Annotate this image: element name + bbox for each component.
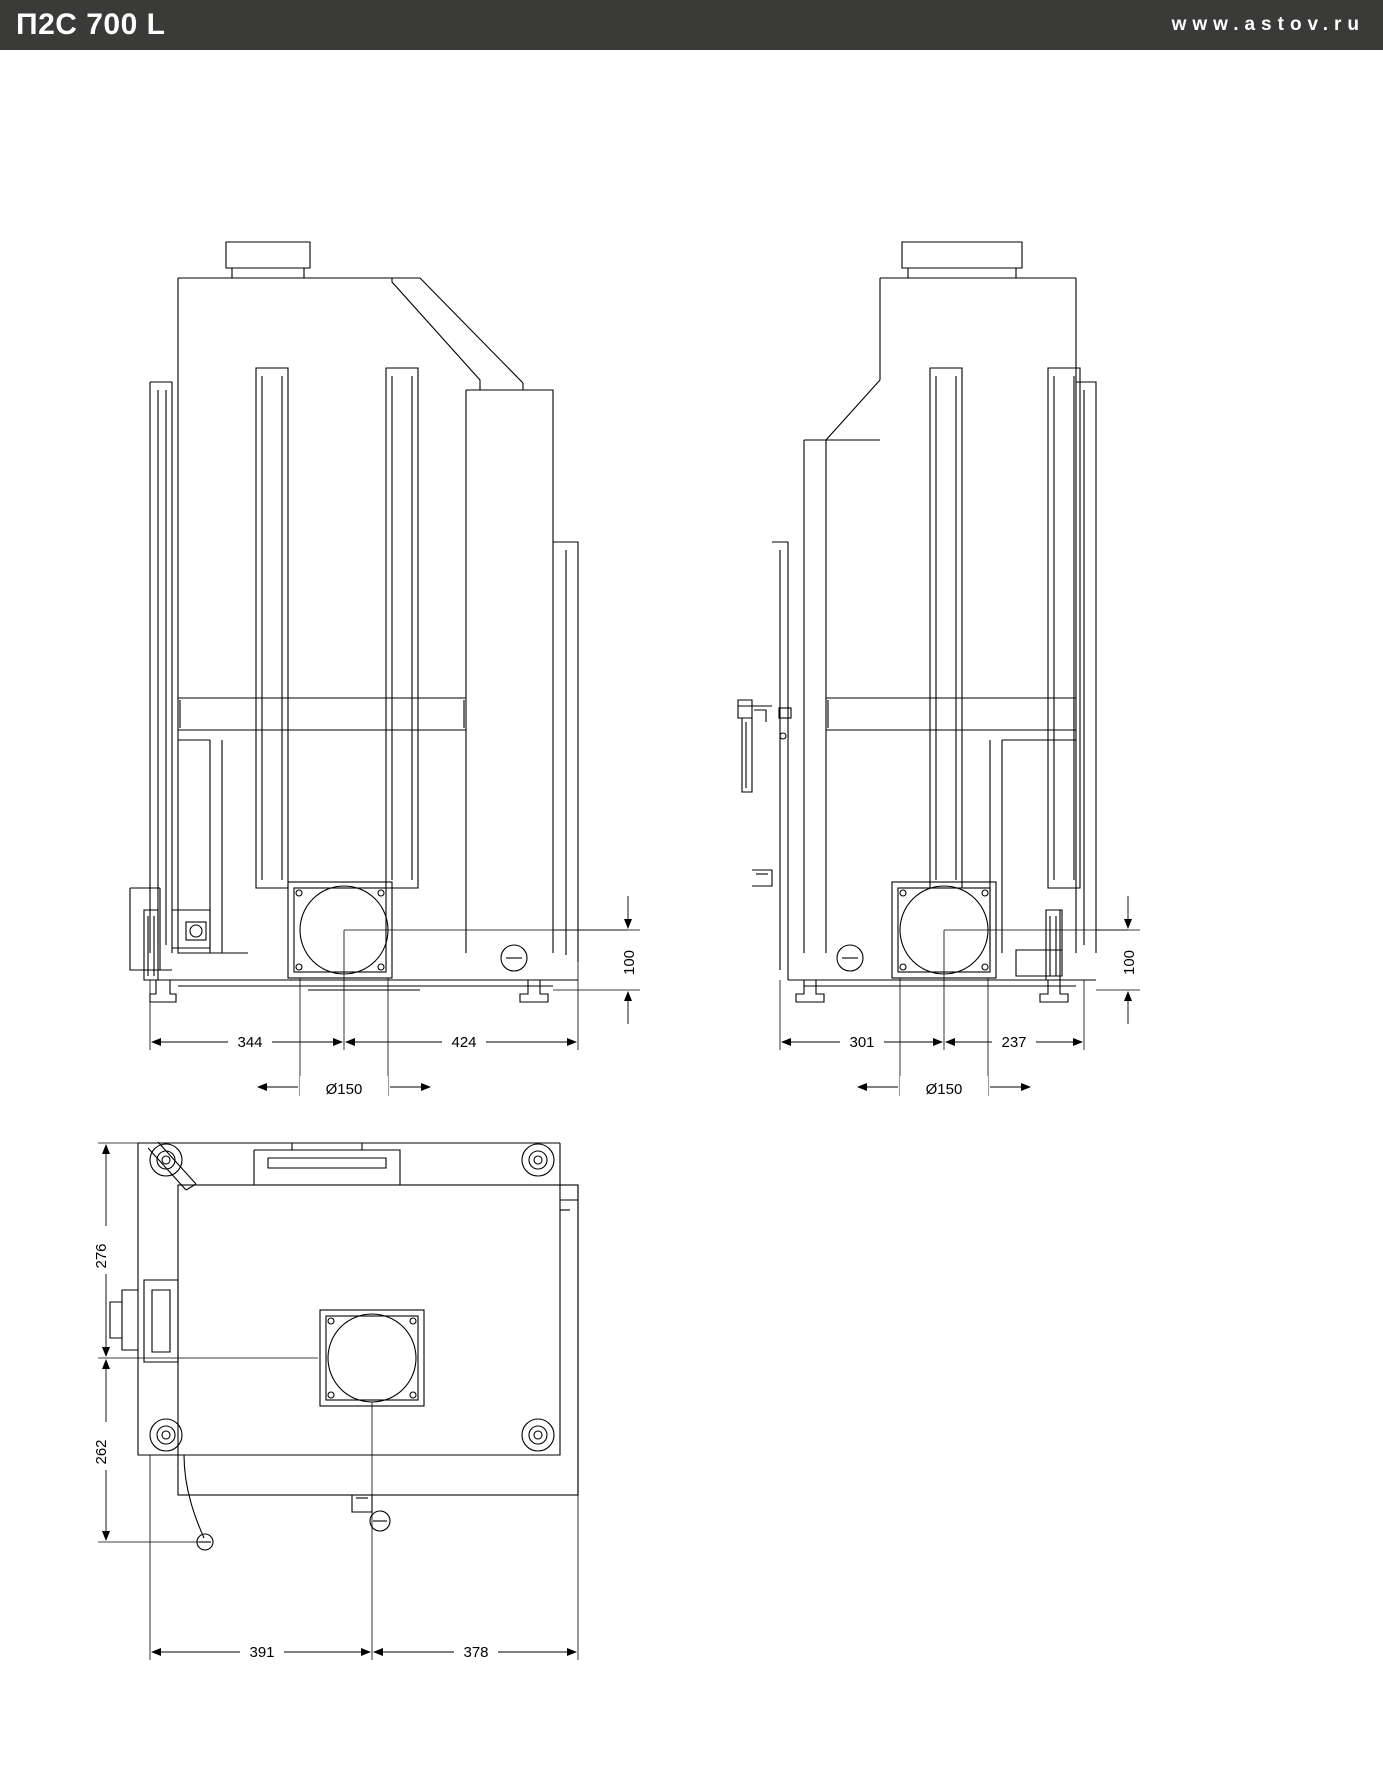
header-bar xyxy=(0,0,1383,50)
dim-label-front-424: 424 xyxy=(451,1034,477,1051)
dim-label-front-344: 344 xyxy=(237,1034,263,1051)
top-view xyxy=(110,1142,578,1550)
dim-label-front-100: 100 xyxy=(621,949,638,975)
dim-top-vertical xyxy=(93,1143,318,1542)
dim-side-100 xyxy=(1096,896,1140,1024)
side-view xyxy=(738,242,1096,1002)
dim-label-top-378: 378 xyxy=(463,1644,489,1661)
technical-drawing xyxy=(0,50,1383,1789)
dim-label-top-262: 262 xyxy=(93,1439,110,1465)
website-url: www.astov.ru xyxy=(1171,14,1365,35)
dim-top-horizontal xyxy=(150,1402,578,1661)
front-view xyxy=(130,242,578,1002)
page-title: П2С 700 L xyxy=(16,8,166,41)
dim-label-side-100: 100 xyxy=(1121,949,1138,975)
dim-label-top-391: 391 xyxy=(249,1644,275,1661)
dim-label-side-dia: Ø150 xyxy=(925,1081,963,1098)
dim-label-side-237: 237 xyxy=(1001,1034,1027,1051)
dim-label-top-276: 276 xyxy=(93,1243,110,1269)
dim-label-side-301: 301 xyxy=(849,1034,875,1051)
dim-label-front-dia: Ø150 xyxy=(325,1081,363,1098)
